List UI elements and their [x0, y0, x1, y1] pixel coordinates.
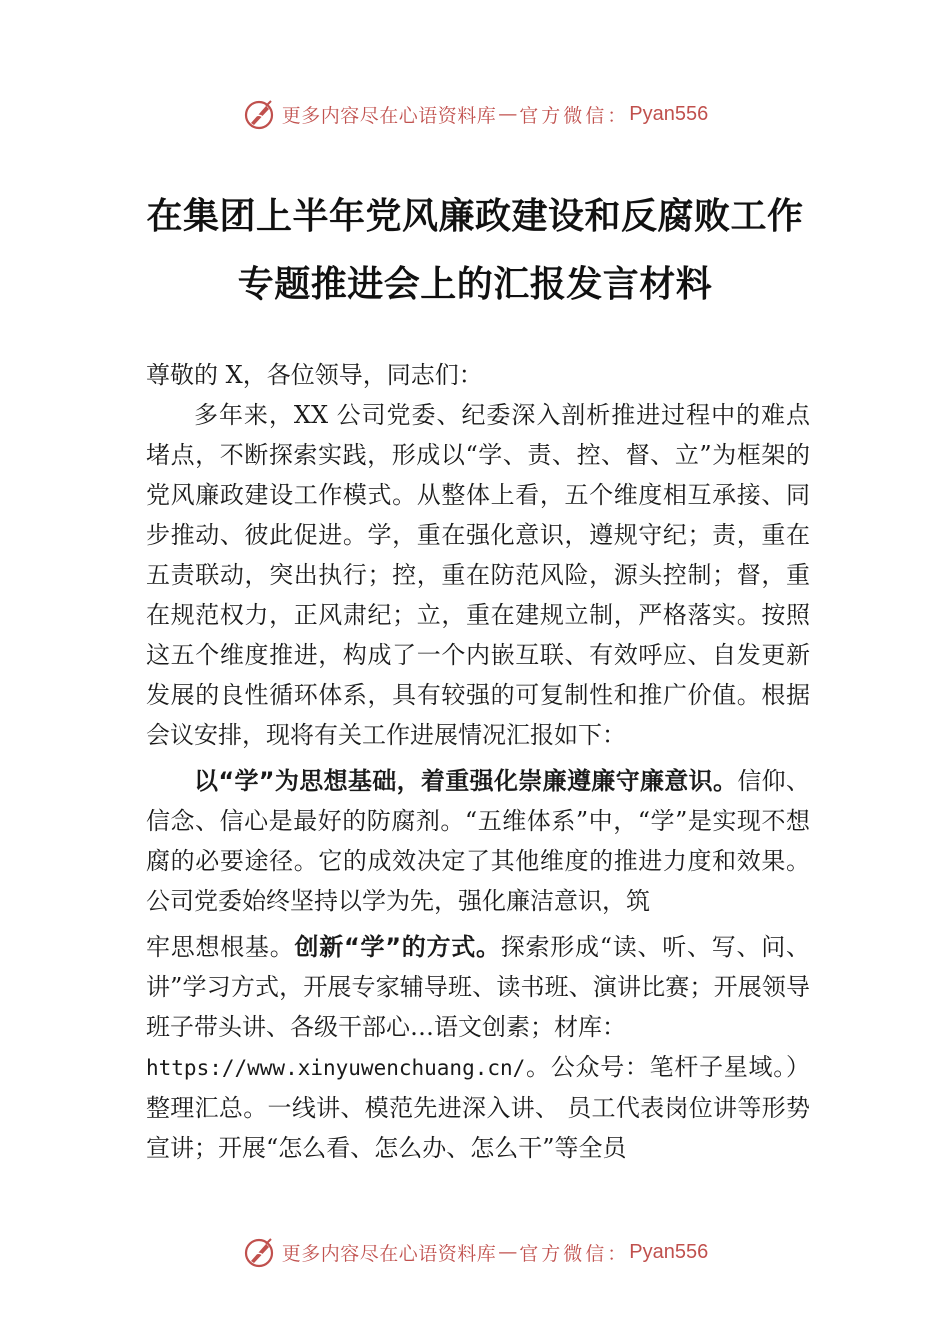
banner-separator: —	[498, 103, 518, 125]
section-2-lead: 牢思想根基。	[146, 933, 295, 961]
salutation: 尊敬的 X，各位领导，同志们：	[146, 361, 483, 389]
document-title-line-1: 在集团上半年党风廉政建设和反腐败工作	[146, 195, 804, 237]
section-2-text-1: 探索形成“读、听、写、问、讲”学习方式，开展专家辅导班、读书班、演讲比赛；开展领导班子带头讲、各级干部心…语文创素；材库：	[146, 933, 810, 1041]
banner-wechat-id: Pyan556	[629, 102, 709, 125]
banner-brand: 更多内容尽在心语资料库	[281, 1242, 497, 1265]
header-banner	[0, 94, 950, 134]
pen-logo-icon	[242, 1235, 276, 1269]
section-2-paragraph	[146, 927, 810, 1168]
banner-wechat-label: 官方微信：	[519, 104, 630, 127]
section-1-paragraph	[146, 761, 810, 921]
banner-brand: 更多内容尽在心语资料库	[281, 104, 497, 127]
document-title-line-2: 专题推进会上的汇报发言材料	[237, 263, 713, 305]
section-1-text: 信仰、信念、信心是最好的防腐剂。“五维体系”中，“学”是实现不想腐的必要途径。它的成效决定了其他维度的推进力度和效果。公司党委始终坚持以学为先，强化廉洁意识，筑	[146, 767, 811, 915]
source-url-link[interactable]: https://www.xinyuwenchuang.cn/	[146, 1056, 526, 1080]
document-body	[146, 355, 810, 1168]
footer-banner	[0, 1232, 950, 1272]
intro-paragraph: 多年来，XX 公司党委、纪委深入剖析推进过程中的难点堵点，不断探索实践，形成以“学、责、控、督、立”为框架的党风廉政建设工作模式。从整体上看，五个维度相互承接、同步推动、彼此促进。学，重在强化意识，遵规守纪；责，重在五责联动，突出执行；控，重在防范风险，源头控制；督，重在规范权力，正风肃纪；立，重在建规立制，严格落实。按照这五个维度推进，构成了一个内嵌互联、有效呼应、自发更新发展的良性循环体系，具有较强的可复制性和推广价值。根据会议安排，现将有关工作进展情况汇报如下：	[146, 401, 810, 749]
banner-separator: —	[498, 1241, 518, 1263]
section-2-subheading: 创新“学”的方式。	[294, 933, 501, 961]
section-1-heading: 以“学”为思想基础，着重强化崇廉遵廉守廉意识。	[194, 767, 738, 795]
section-2-text-2: 。公众号：笔杆子星域。）整理汇总。一线讲、模范先进深入讲、 员工代表岗位讲等形势宣讲；开展“怎么看、怎么办、怎么干”等全员	[146, 1053, 810, 1162]
banner-wechat-label: 官方微信：	[519, 1242, 630, 1265]
banner-wechat-id: Pyan556	[629, 1240, 709, 1263]
pen-logo-icon	[242, 97, 276, 131]
